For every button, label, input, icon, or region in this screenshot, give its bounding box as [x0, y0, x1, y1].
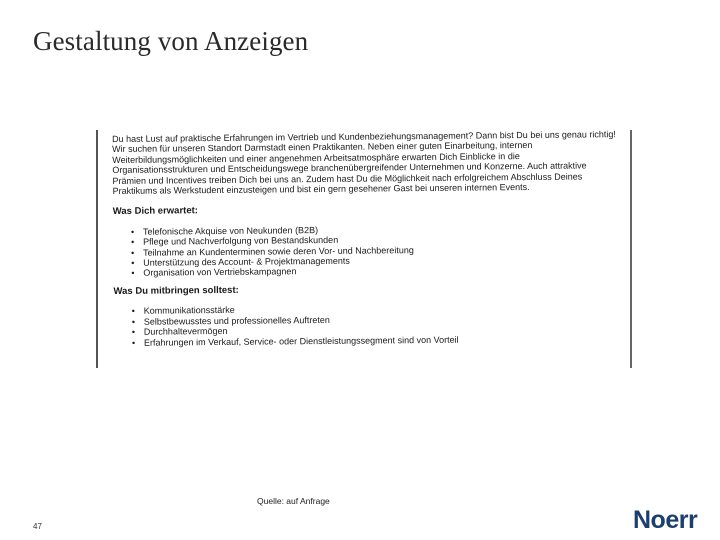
intro-line: Praktikums als Werkstudent einzusteigen und bist ein gern gesehener Gast bei unseren internen Events. — [112, 182, 530, 197]
list-item: • Selbstbewusstes und professionelles Auftreten — [132, 312, 626, 327]
list-item: • Telefonische Akquise von Neukunden (B2B) — [131, 222, 625, 237]
list-item: • Erfahrungen im Verkauf, Service- oder Dienstleistungssegment sind von Vorteil — [132, 333, 626, 348]
intro-line: Weiterbildungsmöglichkeiten und einer angenehmen Arbeitsatmosphäre erwarten Dich Einblicke in die — [112, 150, 520, 165]
scanned-job-ad — [96, 128, 632, 368]
page-number: 47 — [33, 522, 42, 531]
section-heading-expectations: Was Dich erwartet: — [112, 205, 198, 218]
list-item: • Organisation von Vertriebskampagnen — [131, 264, 625, 279]
intro-line: Prämien und Incentives treiben Dich bei uns an. Zudem hast Du die Möglichkeit nach erfolgreichem Abschluss Deines — [112, 171, 583, 186]
requirements-list — [114, 301, 626, 348]
expectations-list — [113, 222, 625, 279]
intro-line: Du hast Lust auf praktische Erfahrungen im Vertrieb und Kundenbeziehungsmanagement? Dann bist Du bei uns genau richtig! — [112, 129, 616, 144]
list-item: • Durchhaltevermögen — [132, 322, 626, 337]
job-ad-text — [112, 129, 626, 348]
scan-right-edge — [630, 130, 632, 368]
scan-left-edge — [96, 130, 98, 368]
list-item: • Pflege und Nachverfolgung von Bestandskunden — [131, 232, 625, 247]
list-item: • Teilnahme an Kundenterminen sowie deren Vor- und Nachbereitung — [131, 243, 625, 258]
intro-line: Wir suchen für unseren Standort Darmstadt einen Praktikanten. Neben einer guten Einarbeitung, internen — [112, 140, 533, 155]
list-item: • Unterstützung des Account- & Projektmanagements — [131, 253, 625, 268]
noerr-logo: Noerr — [633, 506, 698, 534]
intro-line: Organisationsstrukturen und Entscheidungswege branchenübergreifender Unternehmen und Konzerne. Auch attraktive — [112, 160, 587, 176]
section-heading-requirements: Was Du mitbringen solltest: — [113, 284, 239, 297]
slide-title: Gestaltung von Anzeigen — [33, 26, 309, 56]
source-note: Quelle: auf Anfrage — [257, 496, 330, 506]
list-item: • Kommunikationsstärke — [132, 301, 626, 316]
